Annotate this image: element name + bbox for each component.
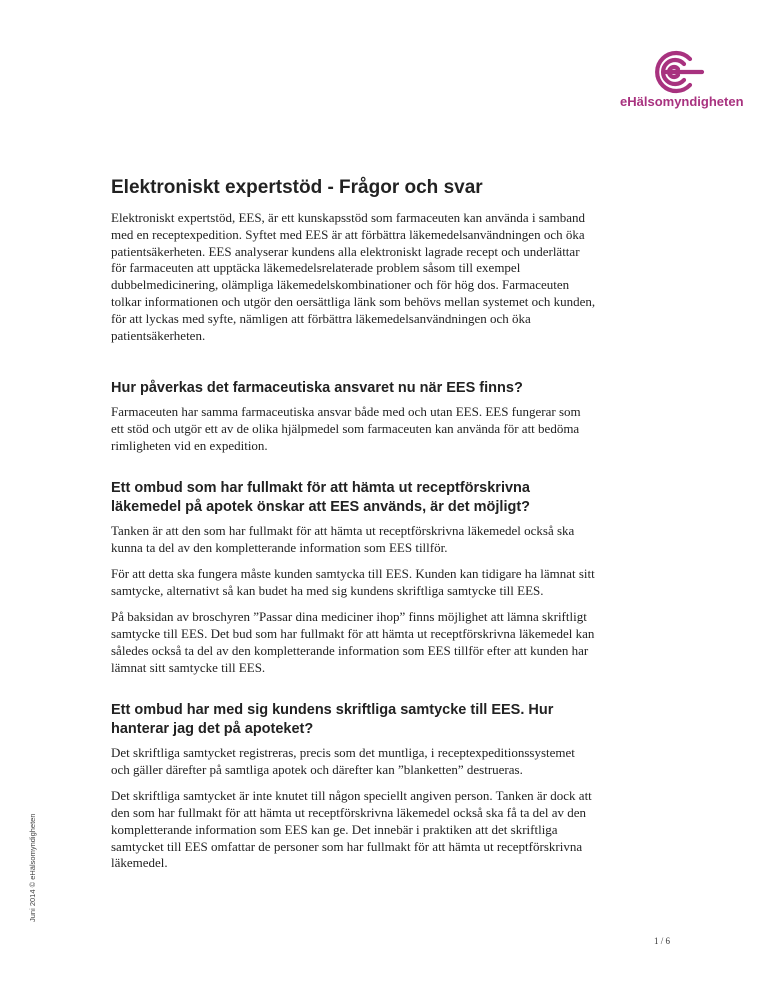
ehalsomyndigheten-logo-icon <box>642 50 708 94</box>
faq-question: Ett ombud som har fullmakt för att hämta ut receptförskrivna läkemedel på apotek önskar att EES används, är det möjligt? <box>111 479 531 516</box>
logo-text: eHälsomyndigheten <box>620 94 744 109</box>
faq-answer-paragraph: Tanken är att den som har fullmakt för att hämta ut receptförskrivna läkemedel också ska kunna ta del av den kompletterande information som EES tillför. <box>111 523 575 556</box>
faq-answer-paragraph: Det skriftliga samtycket registreras, precis som det muntliga, i receptexpeditionssystemet och gäller därefter på samtliga apotek och därefter kan ”blanketten” destrueras. <box>111 745 575 777</box>
document-body <box>111 176 596 881</box>
faq-question: Ett ombud har med sig kundens skriftliga samtycke till EES. Hur hanterar jag det på apoteket? <box>111 701 554 737</box>
side-note: Juni 2014 © eHälsomyndigheten <box>28 813 37 922</box>
page-number: 1 / 6 <box>653 936 670 946</box>
logo <box>620 50 744 114</box>
faq-section-3 <box>111 701 596 873</box>
faq-section-2 <box>111 479 596 677</box>
faq-answer-paragraph: Det skriftliga samtycket är inte knutet till någon speciellt angiven person. Tanken är dock att den som har fullmakt för att hämta ut receptförskrivna läkemedel också ska få ta del av den kompletterande information som EES kan ge. Det innebär i praktiken att det skriftliga samtycket till EES omfattar de personer som har fullmakt för att hämta ut receptförskrivna läkemedel. <box>111 787 592 871</box>
faq-answer-paragraph: Farmaceuten har samma farmaceutiska ansvar både med och utan EES. EES fungerar som ett stöd och utgör ett av de olika hjälpmedel som farmaceuten kan använda för att bedöma rimligheten vid en expedition. <box>111 404 581 453</box>
page-title: Elektroniskt expertstöd - Frågor och svar <box>111 177 483 198</box>
faq-answer-paragraph: För att detta ska fungera måste kunden samtycka till EES. Kunden kan tidigare ha lämnat sitt samtycke, alternativt så kan budet ha med sig kundens skriftliga samtycke till EES. <box>111 566 595 599</box>
faq-question: Hur påverkas det farmaceutiska ansvaret nu när EES finns? <box>111 379 523 396</box>
intro-paragraph: Elektroniskt expertstöd, EES, är ett kunskapsstöd som farmaceuten kan använda i samband med en receptexpedition. Syftet med EES är att förbättra läkemedelsanvändningen och öka patientsäkerheten. EES analyserar kundens alla elektroniskt lagrade recept och underlättar för farmaceuten att upptäcka läkemedelsrelaterade problem såsom till exempel dubbelmedicinering, olämpliga läkemedelskombinationer och för hög dos. Farmaceuten tolkar informationen och utgör den oersättliga länk som behövs mellan systemet och kunden, för att lyckas med syfte, nämligen att förbättra läkemedelsanvändningen och öka patientsäkerheten. <box>111 209 596 343</box>
faq-answer-paragraph: På baksidan av broschyren ”Passar dina mediciner ihop” finns möjlighet att lämna skriftligt samtycke till EES. Det bud som har fullmakt för att hämta ut receptförskrivna läkemedel kan således också ta del av den kompletterande information som EES tillför efter att kunden har lämnat sitt samtycke till EES. <box>111 608 595 675</box>
faq-section-1 <box>111 379 596 455</box>
